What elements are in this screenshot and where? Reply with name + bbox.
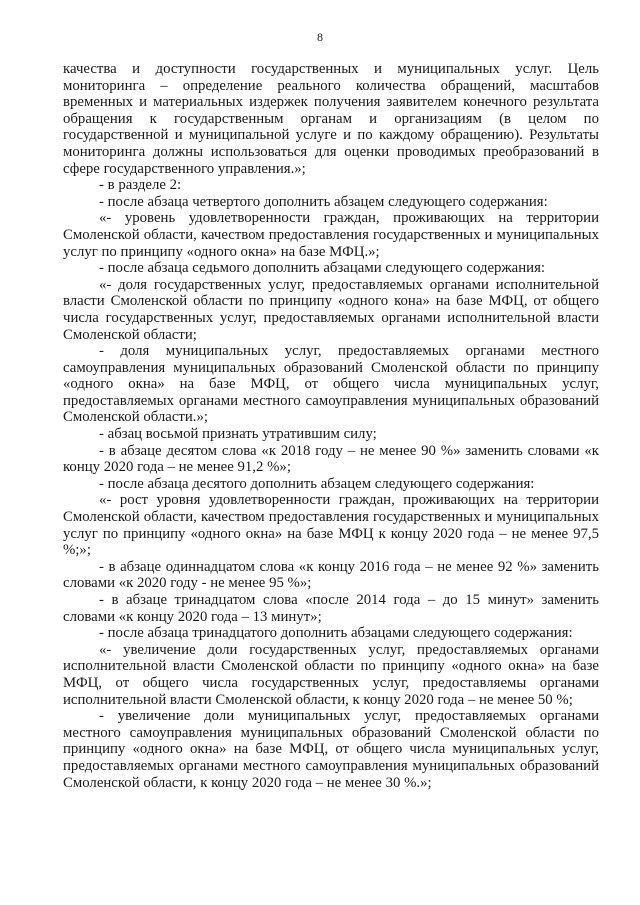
paragraph: «- увеличение доли государственных услуг, предоставляемых органами исполнительной власти Смоленской области по принципу «одного окна» на базе МФЦ, от общего числа государственных услуг, предоставляемы органами исполнительной власти Смоленской области, к концу 2020 года – не менее 50 %; — [63, 641, 599, 708]
paragraph: - после абзаца четвертого дополнить абзацем следующего содержания: — [99, 193, 548, 210]
paragraph: «- рост уровня удовлетворенности граждан, проживающих на территории Смоленской области, качеством предоставления государственных и муниципальных услуг по принципу «одного окна» на базе МФЦ к концу 2020 года – не менее 97,5 %;»; — [63, 492, 599, 559]
document-body — [63, 61, 599, 791]
paragraph: - увеличение доли муниципальных услуг, предоставляемых органами местного самоуправления муниципальных образований Смоленской области по принципу «одного окна» на базе МФЦ, от общего числа муниципальных услуг, предоставляемых органами местного самоуправления муниципальных образований Смоленской области, к концу 2020 года – не менее 30 %.»; — [63, 708, 599, 791]
paragraph: - в абзаце тринадцатом слова «после 2014 года – до 15 минут» заменить словами «к концу 2020 года – 13 минут»; — [63, 592, 599, 625]
paragraph: - после абзаца седьмого дополнить абзацами следующего содержания: — [99, 260, 545, 277]
paragraph: «- доля государственных услуг, предоставляемых органами исполнительной власти Смоленской области по принципу «одного кона» на базе МФЦ, от общего числа государственных услуг, предоставляемых органами исполнительной власти Смоленской области; — [63, 276, 599, 343]
paragraph: - после абзаца тринадцатого дополнить абзацами следующего содержания: — [99, 625, 573, 642]
page-number: 8 — [317, 30, 323, 44]
paragraph: - в абзаце одиннадцатом слова «к концу 2016 года – не менее 92 %» заменить словами «к 2020 году - не менее 95 %»; — [63, 558, 599, 592]
paragraph: качества и доступности государственных и муниципальных услуг. Цель мониторинга – определение реального количества обращений, масштабов временных и материальных издержек получения заявителем конечного результата обращения к государственным органам и организациям (в целом по государственной и муниципальной услуге и по каждому обращению). Результаты мониторинга должны использоваться для оценки проводимых преобразований в сфере государственного управления.»; — [63, 61, 599, 177]
paragraph: - после абзаца десятого дополнить абзацем следующего содержания: — [99, 475, 535, 492]
paragraph: - в разделе 2: — [99, 177, 182, 194]
paragraph: - в абзаце десятом слова «к 2018 году – не менее 90 %» заменить словами «к концу 2020 года – не менее 91,2 %»; — [63, 442, 599, 476]
paragraph: - абзац восьмой признать утратившим силу; — [99, 426, 377, 443]
paragraph: «- уровень удовлетворенности граждан, проживающих на территории Смоленской области, качеством предоставления государственных и муниципальных услуг по принципу «одного окна» на базе МФЦ.»; — [63, 210, 599, 260]
paragraph: - доля муниципальных услуг, предоставляемых органами местного самоуправления муниципальных образований Смоленской области по принципу «одного окна» на базе МФЦ, от общего числа муниципальных услуг, предоставляемых органами местного самоуправления муниципальных образований Смоленской области.»; — [63, 343, 599, 426]
